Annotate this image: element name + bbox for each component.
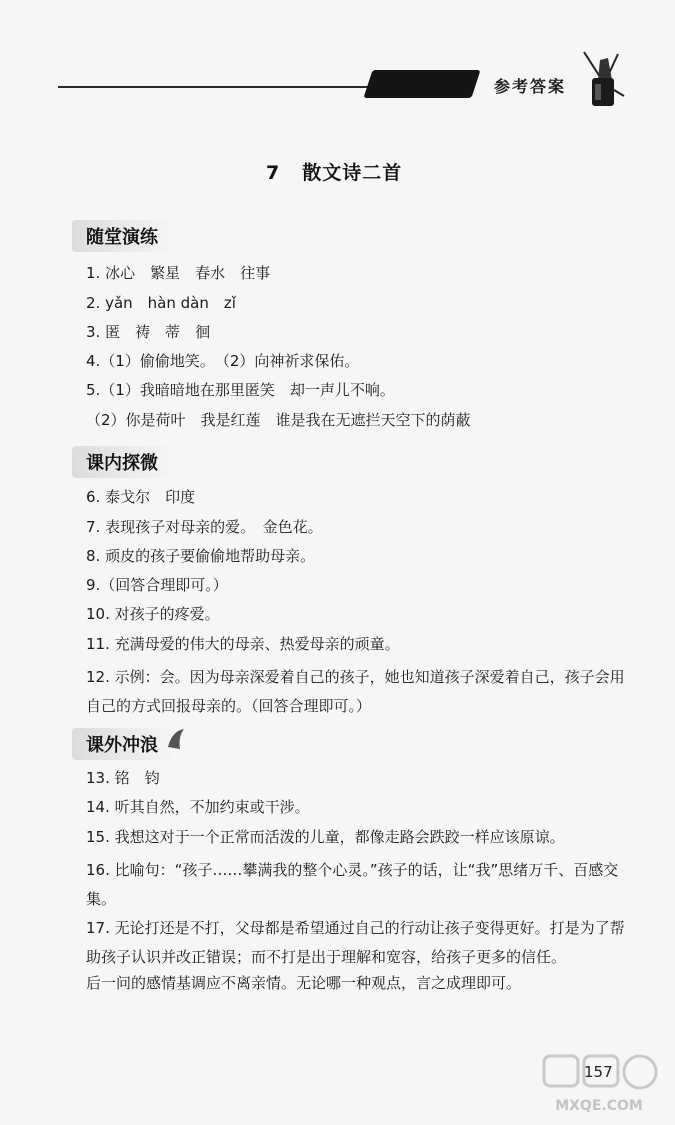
answer-line: 5.（1）我暗暗地在那里匿笑 却一声儿不响。 — [86, 381, 395, 399]
page-title — [266, 158, 402, 185]
answer-line: 10. 对孩子的疼爱。 — [86, 605, 220, 623]
answer-line: 15. 我想这对于一个正常而活泼的儿童，都像走路会跌跤一样应该原谅。 — [86, 828, 565, 846]
wave-icon — [166, 727, 186, 751]
answer-line: 9.（回答合理即可。） — [86, 576, 228, 594]
header-band — [363, 70, 480, 98]
answer-line: 7. 表现孩子对母亲的爱。 金色花。 — [86, 518, 323, 536]
header-label: 参考答案 — [494, 77, 567, 96]
answer-line: （2）你是荷叶 我是红莲 谁是我在无遮拦天空下的荫蔽 — [86, 411, 471, 429]
answer-line: 后一问的感情基调应不离亲情。无论哪一种观点，言之成理即可。 — [86, 974, 522, 992]
answer-line: 3. 匿 祷 蒂 徊 — [86, 323, 211, 341]
answer-line: 8. 顽皮的孩子要偷偷地帮助母亲。 — [86, 547, 316, 565]
answer-line: 2. yǎn hàn dàn zǐ — [86, 294, 236, 312]
lesson-number: 7 — [266, 162, 281, 184]
answer-line: 6. 泰戈尔 印度 — [86, 488, 196, 506]
section-heading-inclass: 课内探微 — [72, 446, 176, 478]
answer-paragraph: 16. 比喻句：“孩子……攀满我的整个心灵。”孩子的话，让“我”思绪万千、百感交集。 — [86, 861, 619, 908]
section-heading-extracurricular: 课外冲浪 — [72, 728, 176, 760]
lesson-title: 散文诗二首 — [302, 162, 403, 184]
watermark-text: MXQE.COM — [555, 1098, 643, 1114]
page-number: 157 — [584, 1063, 613, 1081]
header-rule — [58, 86, 378, 88]
answer-line: 4.（1）偷偷地笑。 （2）向神祈求保佑。 — [86, 352, 360, 370]
pencil-cup-icon — [578, 50, 626, 110]
watermark-logo — [534, 1050, 664, 1120]
section-heading-practice: 随堂演练 — [72, 220, 176, 252]
answer-paragraph: 17. 无论打还是不打，父母都是希望通过自己的行动让孩子变得更好。打是为了帮助孩子认识并改正错误；而不打是出于理解和宽容，给孩子更多的信任。 — [86, 919, 625, 966]
answer-line: 1. 冰心 繁星 春水 往事 — [86, 264, 271, 282]
answer-line: 13. 铭 钧 — [86, 769, 160, 787]
answer-line: 11. 充满母爱的伟大的母亲、热爱母亲的顽童。 — [86, 635, 400, 653]
answer-line: 14. 听其自然，不加约束或干涉。 — [86, 798, 310, 816]
answer-paragraph: 12. 示例：会。因为母亲深爱着自己的孩子，她也知道孩子深爱着自己，孩子会用自己的方式回报母亲的。（回答合理即可。） — [86, 668, 625, 715]
